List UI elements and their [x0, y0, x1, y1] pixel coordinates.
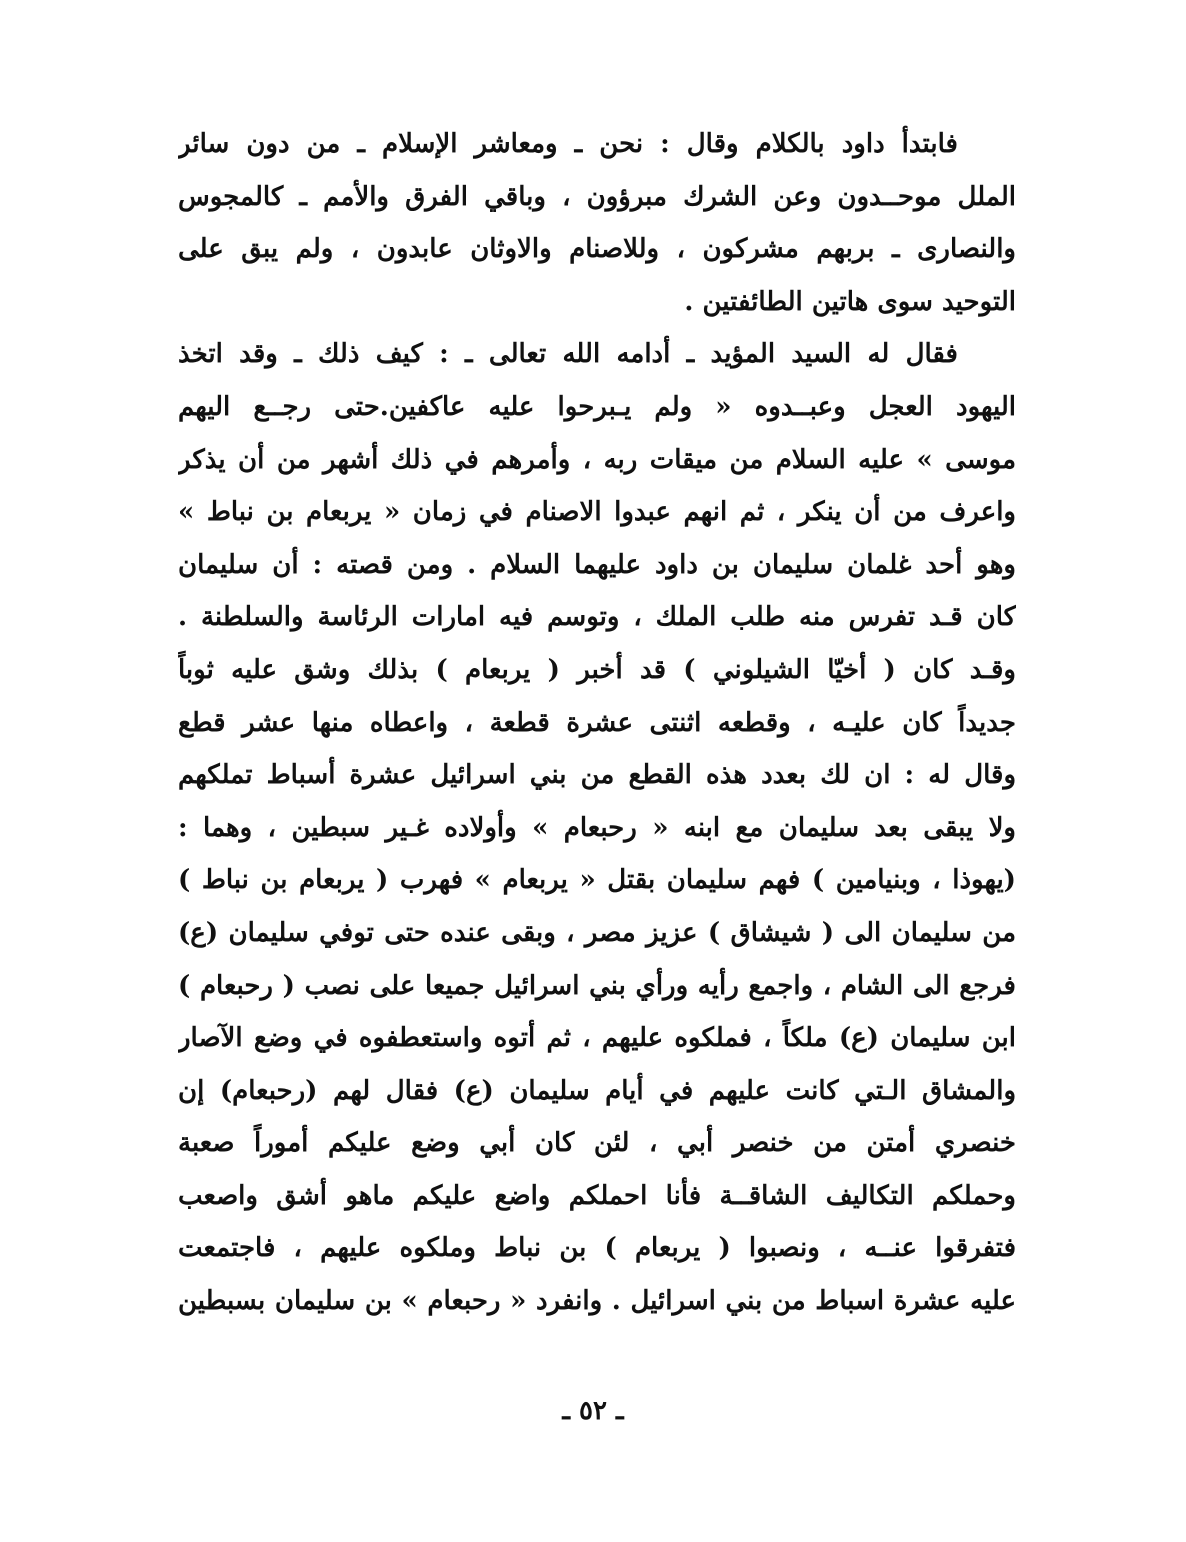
- text-line: موسى » عليه السلام من ميقات ربه ، وأمرهم في ذلك أشهر من أن يذكر: [178, 444, 1016, 475]
- text-line: فابتدأ داود بالكلام وقال : نحن ـ ومعاشر الإسلام ـ من دون سائر: [178, 129, 958, 159]
- text-line: خنصري أمتن من خنصر أبي ، لئن كان أبي وضع عليكم أموراً صعبة: [178, 1128, 1016, 1159]
- text-line: واعرف من أن ينكر ، ثم انهم عبدوا الاصنام في زمان « يربعام بن نباط »: [178, 497, 1016, 528]
- page-number: ـ ٥٢ ـ: [562, 1396, 624, 1426]
- paragraph-2: [178, 328, 1016, 1327]
- text-line: من سليمان الى ( شيشاق ) عزيز مصر ، وبقى عنده حتى توفي سليمان (ع): [178, 917, 1016, 948]
- text-line: التوحيد سوى هاتين الطائفتين .: [684, 286, 1016, 317]
- text-line: عليه عشرة اسباط من بني اسرائيل . وانفرد « رحبعام » بن سليمان بسبطين: [178, 1286, 1016, 1317]
- text-line: اليهود العجل وعبــدوه « ولم يـبرحوا عليه عاكفين.حتى رجــع اليهم: [178, 391, 1016, 422]
- text-line: والمشاق الـتي كانت عليهم في أيام سليمان (ع) فقال لهم (رحبعام) إن: [178, 1075, 1016, 1106]
- text-line: الملل موحــدون وعن الشرك مبرؤون ، وباقي الفرق والأمم ـ كالمجوس: [178, 181, 1016, 212]
- text-line: جديداً كان عليـه ، وقطعه اثنتى عشرة قطعة ، واعطاه منها عشر قطع: [178, 707, 1016, 738]
- paragraph-1: [178, 118, 1016, 328]
- text-line: وحملكم التكاليف الشاقــة فأنا احملكم واضع عليكم ماهو أشق واصعب: [178, 1180, 1016, 1211]
- body-text: [178, 118, 1016, 1328]
- text-line: فتفرقوا عنــه ، ونصبوا ( يربعام ) بن نباط وملكوه عليهم ، فاجتمعت: [178, 1233, 1016, 1264]
- text-line: فرجع الى الشام ، واجمع رأيه ورأي بني اسرائيل جميعا على نصب ( رحبعام ): [178, 970, 1016, 1001]
- text-line: (يهوذا ، وبنيامين ) فهم سليمان بقتل « يربعام » فهرب ( يربعام بن نباط ): [178, 865, 1016, 896]
- text-line: ولا يبقى بعد سليمان مع ابنه « رحبعام » وأولاده غـير سبطين ، وهما :: [178, 812, 1016, 843]
- text-line: كان قـد تفرس منه طلب الملك ، وتوسم فيه امارات الرئاسة والسلطنة .: [178, 602, 1016, 633]
- text-line: ابن سليمان (ع) ملكاً ، فملكوه عليهم ، ثم أتوه واستعطفوه في وضع الآصار: [178, 1023, 1016, 1054]
- text-line: فقال له السيد المؤيد ـ أدامه الله تعالى ـ : كيف ذلك ـ وقد اتخذ: [178, 339, 958, 370]
- text-line: وقال له : ان لك بعدد هذه القطع من بني اسرائيل عشرة أسباط تملكهم: [178, 760, 1016, 791]
- text-line: وهو أحد غلمان سليمان بن داود عليهما السلام . ومن قصته : أن سليمان: [178, 549, 1016, 580]
- text-line: والنصارى ـ بربهم مشركون ، وللاصنام والاوثان عابدون ، ولم يبق على: [178, 234, 1016, 265]
- text-line: وقـد كان ( أخيّا الشيلوني ) قد أخبر ( يربعام ) بذلك وشق عليه ثوباً: [178, 654, 1016, 685]
